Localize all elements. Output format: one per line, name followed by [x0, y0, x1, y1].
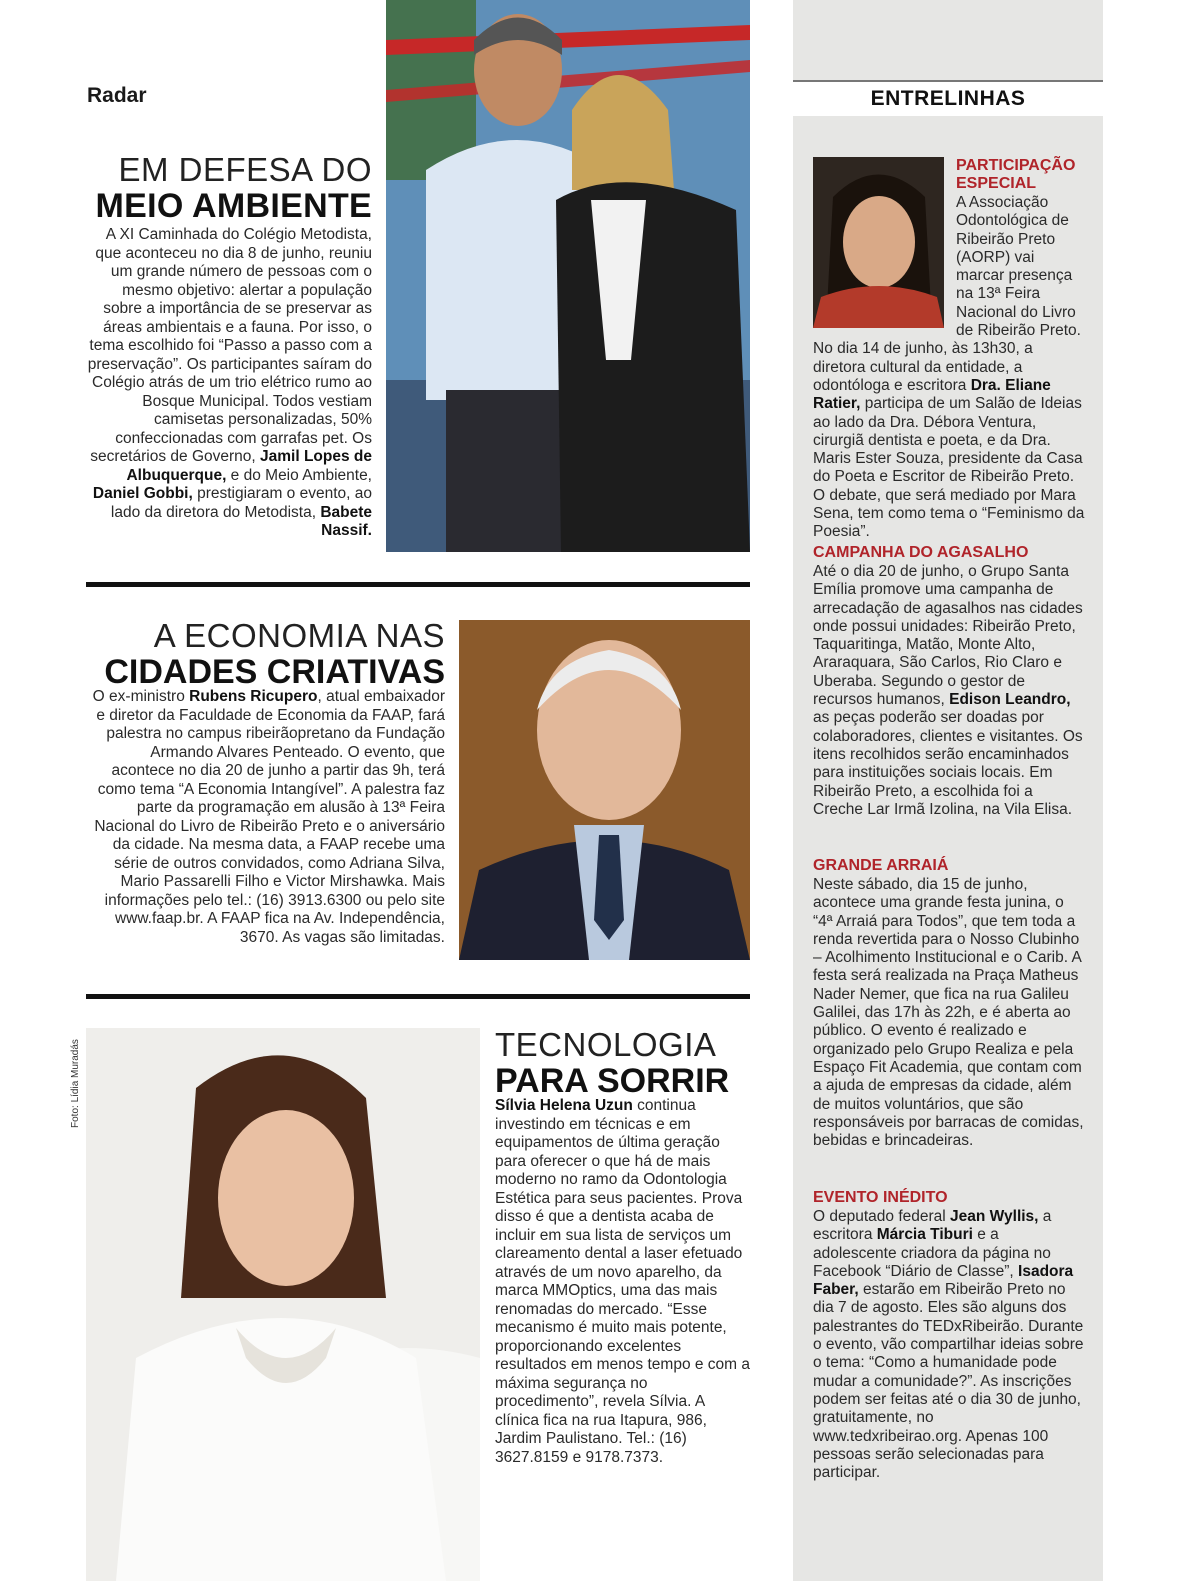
story3-title: [495, 1027, 755, 1099]
sidebar-item2-body: [813, 563, 1085, 819]
photo-credit: Foto: Lídia Muradás: [70, 1039, 81, 1128]
story2-bold-name: Rubens Ricupero: [189, 688, 318, 705]
story1-text: e do Meio Ambiente,: [226, 466, 372, 484]
sidebar-item2-bold-name: Edison Leandro,: [949, 691, 1071, 709]
story3-bold-name: Sílvia Helena Uzun: [495, 1097, 633, 1114]
story1-title: [86, 152, 372, 224]
sidebar-item2-title: CAMPANHA DO AGASALHO: [813, 544, 1029, 561]
story1-bold-name: Jamil Lopes de Albuquerque,: [126, 448, 372, 484]
story3-title-line1: TECNOLOGIA: [495, 1026, 717, 1063]
sidebar-item4-body: [813, 1208, 1085, 1482]
sidebar-item4-bold-name: Márcia Tiburi: [876, 1226, 973, 1244]
sidebar-item4-title: EVENTO INÉDITO: [813, 1189, 948, 1206]
sidebar-item2-text: Até o dia 20 de junho, o Grupo Santa Emília promove uma campanha de arrecadação de agasalhos nas cidades onde possui unidades: Ribeirão Preto, Taquaritinga, Matão, Monte Alto, Araraquara, São Carlos, Rio Claro e Uberaba. Segundo o gestor de recursos humanos,: [813, 563, 1083, 709]
story2-title: [86, 618, 445, 690]
sidebar-item3-body: [813, 876, 1085, 1150]
sidebar-item1-text: participa de um Salão de Ideias ao lado da Dra. Débora Ventura, cirurgiã dentista e poeta, e da Dra. Maris Ester Souza, presidente da Casa do Poeta e Escritor de Ribeirão Preto. O debate, que será mediado por Mara Sena, tem como tema o “Feminismo da Poesia”.: [813, 395, 1085, 541]
photo-dentist-illustration: [86, 1028, 480, 1581]
sidebar-header: ENTRELINHAS: [793, 80, 1103, 116]
sidebar-item4-text: a escritora: [813, 1208, 1052, 1244]
sidebar-item1-bold-name: Dra. Eliane Ratier,: [813, 376, 1051, 413]
sidebar-item4-text: O deputado federal: [813, 1208, 951, 1225]
sidebar-item4-text: e a adolescente criadora da página no Facebook “Diário de Classe”,: [813, 1226, 1051, 1280]
photo-couple-illustration: [386, 0, 750, 552]
divider-2: [86, 994, 750, 999]
story1-bold-name: Daniel Gobbi,: [92, 485, 193, 502]
sidebar-item4-text: estarão em Ribeirão Preto no dia 7 de agosto. Eles são alguns dos palestrantes do TEDxRibeirão. Durante o evento, vão compartilhar ideias sobre o tema: “Como a humanidade pode mudar a comunidade?”. As inscrições podem ser feitas até o dia 30 de junho, gratuitamente, no www.tedxribeirao.org. Apenas 100 pessoas serão selecionadas para participar.: [813, 1281, 1084, 1482]
sidebar-item4-bold-name: Jean Wyllis,: [950, 1208, 1039, 1225]
story1-bold-name: Babete Nassif.: [320, 503, 372, 539]
sidebar-item3-title: GRANDE ARRAIÁ: [813, 857, 949, 874]
story2-text: , atual embaixador e diretor da Faculdade de Economia da FAAP, fará palestra no campus ribeirãopretano da Fundação Armando Alvares Penteado. O evento, que acontece no dia 20 de junho a partir das 9h, terá como tema “A Economia Intangível”. A palestra faz parte da programação em alusão à 13ª Feira Nacional do Livro de Ribeirão Preto e o aniversário da cidade. Na mesma data, a FAAP recebe uma série de outros convidados, como Adriana Silva, Mario Passarelli Filho e Victor Mirshawka. Mais informações pelo tel.: (16) 3913.6300 ou pelo site www.faap.br. A FAAP fica na Av. Independência, 3670. As vagas são limitadas.: [94, 688, 445, 946]
story3-body: [495, 1097, 750, 1467]
story2-title-line1: A ECONOMIA NAS: [153, 617, 445, 654]
photo-elderly-man-illustration: [459, 620, 750, 960]
section-label: Radar: [87, 84, 147, 107]
divider-1: [86, 582, 750, 587]
sidebar-item4-bold-name: Isadora Faber,: [813, 1262, 1074, 1299]
story1-text: prestigiaram o evento, ao lado da diretora do Metodista,: [110, 485, 372, 521]
sidebar-item2-text: as peças poderão ser doadas por colaboradores, clientes e visitantes. Os itens recolhidos serão encaminhados para instituições sociais locais. Em Ribeirão Preto, a escolhida foi a Creche Lar Irmã Izolina, na Vila Elisa.: [813, 709, 1083, 818]
sidebar-item3-text: Neste sábado, dia 15 de junho, acontece uma grande festa junina, o “4ª Arraiá para Todos”, que tem toda a renda revertida para o Nosso Clubinho – Acolhimento Institucional e o Carib. A festa será realizada na Praça Matheus Nader Nemer, que fica na rua Galileu Galilei, das 17h às 22h, e é aberta ao público. O evento é realizado e organizado pelo Grupo Realiza e pela Espaço Fit Academia, que contam com a ajuda de empresas da cidade, além de muitos voluntários, que são responsáveis por barracas de comidas, bebidas e brincadeiras.: [813, 876, 1084, 1150]
story1-text: A XI Caminhada do Colégio Metodista, que aconteceu no dia 8 de junho, reuniu um grande número de pessoas com o mesmo objetivo: alertar a população sobre a importância de se preservar as áreas ambientais e a fauna. Por isso, o tema escolhido foi “Passo a passo com a preservação”. Os participantes saíram do Colégio atrás de um trio elétrico rumo ao Bosque Municipal. Todos vestiam camisetas personalizadas, 50% confeccionadas com garrafas pet. Os secretários de Governo,: [87, 226, 372, 465]
photo-dentist: [86, 1028, 480, 1581]
sidebar-item1-title: PARTICIPAÇÃO ESPECIAL: [956, 157, 1076, 192]
sidebar-item1-body: [813, 194, 1085, 542]
photo-wrap-spacer: [813, 194, 956, 332]
story2-title-line2: CIDADES CRIATIVAS: [104, 653, 445, 691]
story2-body: [86, 688, 445, 947]
story1-title-line2: MEIO AMBIENTE: [95, 187, 372, 225]
story1-title-line1: EM DEFESA DO: [118, 151, 372, 188]
photo-elderly-man: [459, 620, 750, 960]
story3-title-line2: PARA SORRIR: [495, 1062, 730, 1100]
story3-text: continua investindo em técnicas e em equipamentos de última geração para oferecer o que há de mais moderno no ramo da Odontologia Estética para seus pacientes. Prova disso é que a dentista acaba de incluir em sua lista de serviços um clareamento dental a laser efetuado através de um novo aparelho, da marca MMOptics, uma das mais renomadas do mercado. “Esse mecanismo é muito mais potente, proporcionando excelentes resultados em menos tempo e com a máxima segurança no procedimento”, revela Sílvia. A clínica fica na rua Itapura, 986, Jardim Paulistano. Tel.: (16) 3627.8159 e 9178.7373.: [495, 1097, 751, 1466]
sidebar-item1-text: A Associação Odontológica de Ribeirão Preto (AORP) vai marcar presença na 13ª Feira Nacional do Livro de Ribeirão Preto. No dia 14 de junho, às 13h30, a diretora cultural da entidade, a odontóloga e escritora: [813, 194, 1081, 394]
photo-couple: [386, 0, 750, 552]
story2-text: O ex-ministro: [92, 688, 190, 705]
story1-body: [86, 226, 372, 541]
